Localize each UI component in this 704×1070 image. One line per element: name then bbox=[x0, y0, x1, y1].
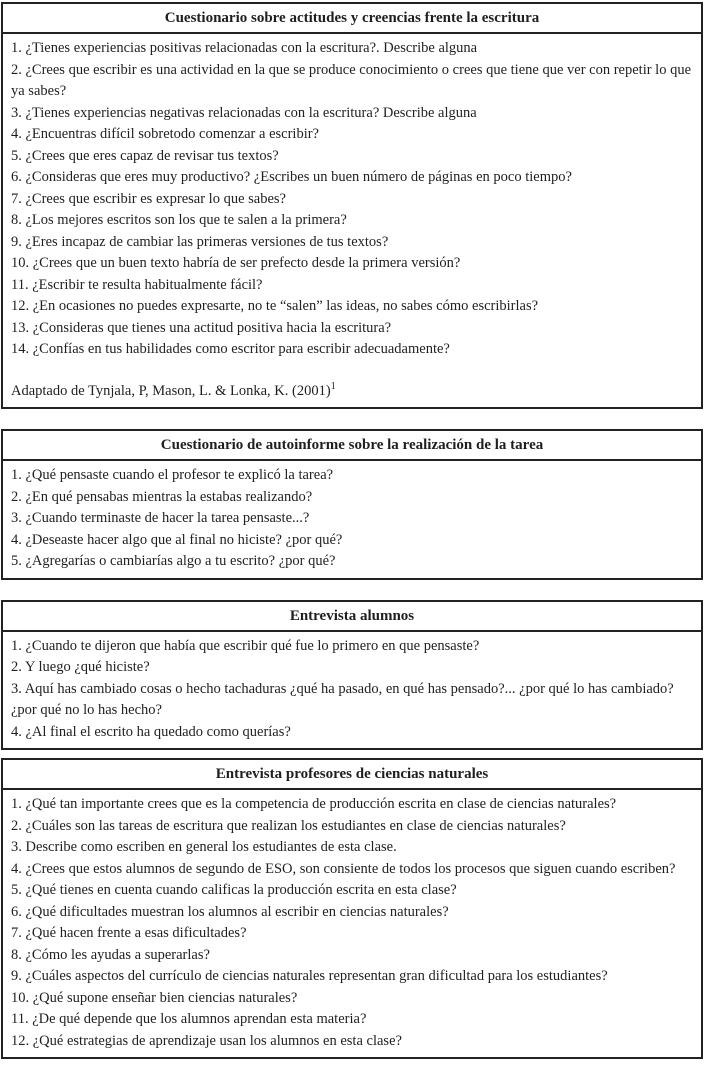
question-line: 13. ¿Consideras que tienes una actitud positiva hacia la escritura? bbox=[11, 319, 392, 336]
question-line: 7. ¿Crees que escribir es expresar lo que sabes? bbox=[11, 190, 286, 207]
question-line: 3. ¿Cuando terminaste de hacer la tarea pensaste...? bbox=[11, 510, 310, 526]
question-line: 8. ¿Cómo les ayudas a superarlas? bbox=[11, 946, 210, 963]
question-line: 5. ¿Agregarías o cambiarías algo a tu escrito? ¿por qué? bbox=[11, 553, 336, 569]
footnote-marker: 1 bbox=[330, 380, 336, 392]
question-line: 12. ¿En ocasiones no puedes expresarte, no te “salen” las ideas, no sabes cómo escribirlas? bbox=[11, 298, 539, 314]
box-title: Entrevista alumnos bbox=[3, 602, 701, 632]
question-line: 12. ¿Qué estrategias de aprendizaje usan los alumnos en esta clase? bbox=[11, 1032, 402, 1049]
question-line: 4. ¿Crees que estos alumnos de segundo de ESO, son consiente de todos los procesos que siguen cuando escriben? bbox=[11, 860, 676, 877]
question-line: 4. ¿Al final el escrito ha quedado como querías? bbox=[11, 723, 291, 740]
question-line: 3. Aquí has cambiado cosas o hecho tachaduras ¿qué ha pasado, en qué has pensado?... ¿por qué lo has cambiado? ¿por qué no lo has hecho? bbox=[11, 680, 674, 718]
question-line: 4. ¿Encuentras difícil sobretodo comenzar a escribir? bbox=[11, 126, 319, 142]
question-line: 6. ¿Consideras que eres muy productivo? ¿Escribes un buen número de páginas en poco tiempo? bbox=[11, 169, 572, 185]
question-line: 5. ¿Crees que eres capaz de revisar tus textos? bbox=[11, 147, 279, 164]
question-line: 9. ¿Cuáles aspectos del currículo de ciencias naturales representan gran dificultad para los estudiantes? bbox=[11, 968, 608, 984]
box-body bbox=[3, 34, 701, 407]
box-title: Cuestionario de autoinforme sobre la realización de la tarea bbox=[3, 431, 701, 461]
question-line: 2. Y luego ¿qué hiciste? bbox=[11, 659, 150, 675]
box-cuestionario-actitudes bbox=[1, 2, 703, 409]
question-line: 8. ¿Los mejores escritos son los que te salen a la primera? bbox=[11, 212, 347, 228]
box-body bbox=[3, 632, 701, 749]
box-cuestionario-autoinforme bbox=[1, 429, 703, 580]
question-line: 9. ¿Eres incapaz de cambiar las primeras versiones de tus textos? bbox=[11, 233, 389, 250]
question-line: 2. ¿En qué pensabas mientras la estabas realizando? bbox=[11, 488, 313, 505]
question-line: 3. ¿Tienes experiencias negativas relacionadas con la escritura? Describe alguna bbox=[11, 104, 477, 121]
question-line: 11. ¿De qué depende que los alumnos aprendan esta materia? bbox=[11, 1011, 367, 1027]
box-title: Cuestionario sobre actitudes y creencias frente la escritura bbox=[3, 4, 701, 34]
question-line: 2. ¿Crees que escribir es una actividad en la que se produce conocimiento o crees que tiene que ver con repetir lo que ya sabes? bbox=[11, 61, 692, 99]
box-body bbox=[3, 790, 701, 1057]
box-title: Entrevista profesores de ciencias naturales bbox=[3, 760, 701, 790]
question-line: 1. ¿Qué tan importante crees que es la competencia de producción escrita en clase de ciencias naturales? bbox=[11, 796, 617, 812]
question-line: 1. ¿Qué pensaste cuando el profesor te explicó la tarea? bbox=[11, 467, 334, 483]
question-line: 10. ¿Crees que un buen texto habría de ser prefecto desde la primera versión? bbox=[11, 255, 461, 271]
question-line: 2. ¿Cuáles son las tareas de escritura que realizan los estudiantes en clase de ciencias naturales? bbox=[11, 817, 566, 834]
question-line: 6. ¿Qué dificultades muestran los alumnos al escribir en ciencias naturales? bbox=[11, 903, 449, 920]
question-line: 3. Describe como escriben en general los estudiantes de esta clase. bbox=[11, 839, 397, 855]
source-text: Adaptado de Tynjala, P, Mason, L. & Lonka, K. (2001) bbox=[11, 382, 331, 399]
question-line: 11. ¿Escribir te resulta habitualmente fácil? bbox=[11, 276, 263, 293]
question-line: 14. ¿Confías en tus habilidades como escritor para escribir adecuadamente? bbox=[11, 341, 450, 357]
source-note bbox=[11, 381, 695, 403]
box-entrevista-profesores bbox=[1, 758, 703, 1059]
question-line: 4. ¿Deseaste hacer algo que al final no hiciste? ¿por qué? bbox=[11, 531, 343, 548]
box-body bbox=[3, 461, 701, 578]
box-entrevista-alumnos bbox=[1, 600, 703, 751]
question-line: 1. ¿Tienes experiencias positivas relacionadas con la escritura?. Describe alguna bbox=[11, 40, 478, 56]
question-line: 7. ¿Qué hacen frente a esas dificultades? bbox=[11, 925, 247, 941]
question-line: 10. ¿Qué supone enseñar bien ciencias naturales? bbox=[11, 989, 298, 1006]
question-line: 5. ¿Qué tienes en cuenta cuando calificas la producción escrita en esta clase? bbox=[11, 882, 457, 898]
question-line: 1. ¿Cuando te dijeron que había que escribir qué fue lo primero en que pensaste? bbox=[11, 637, 480, 654]
